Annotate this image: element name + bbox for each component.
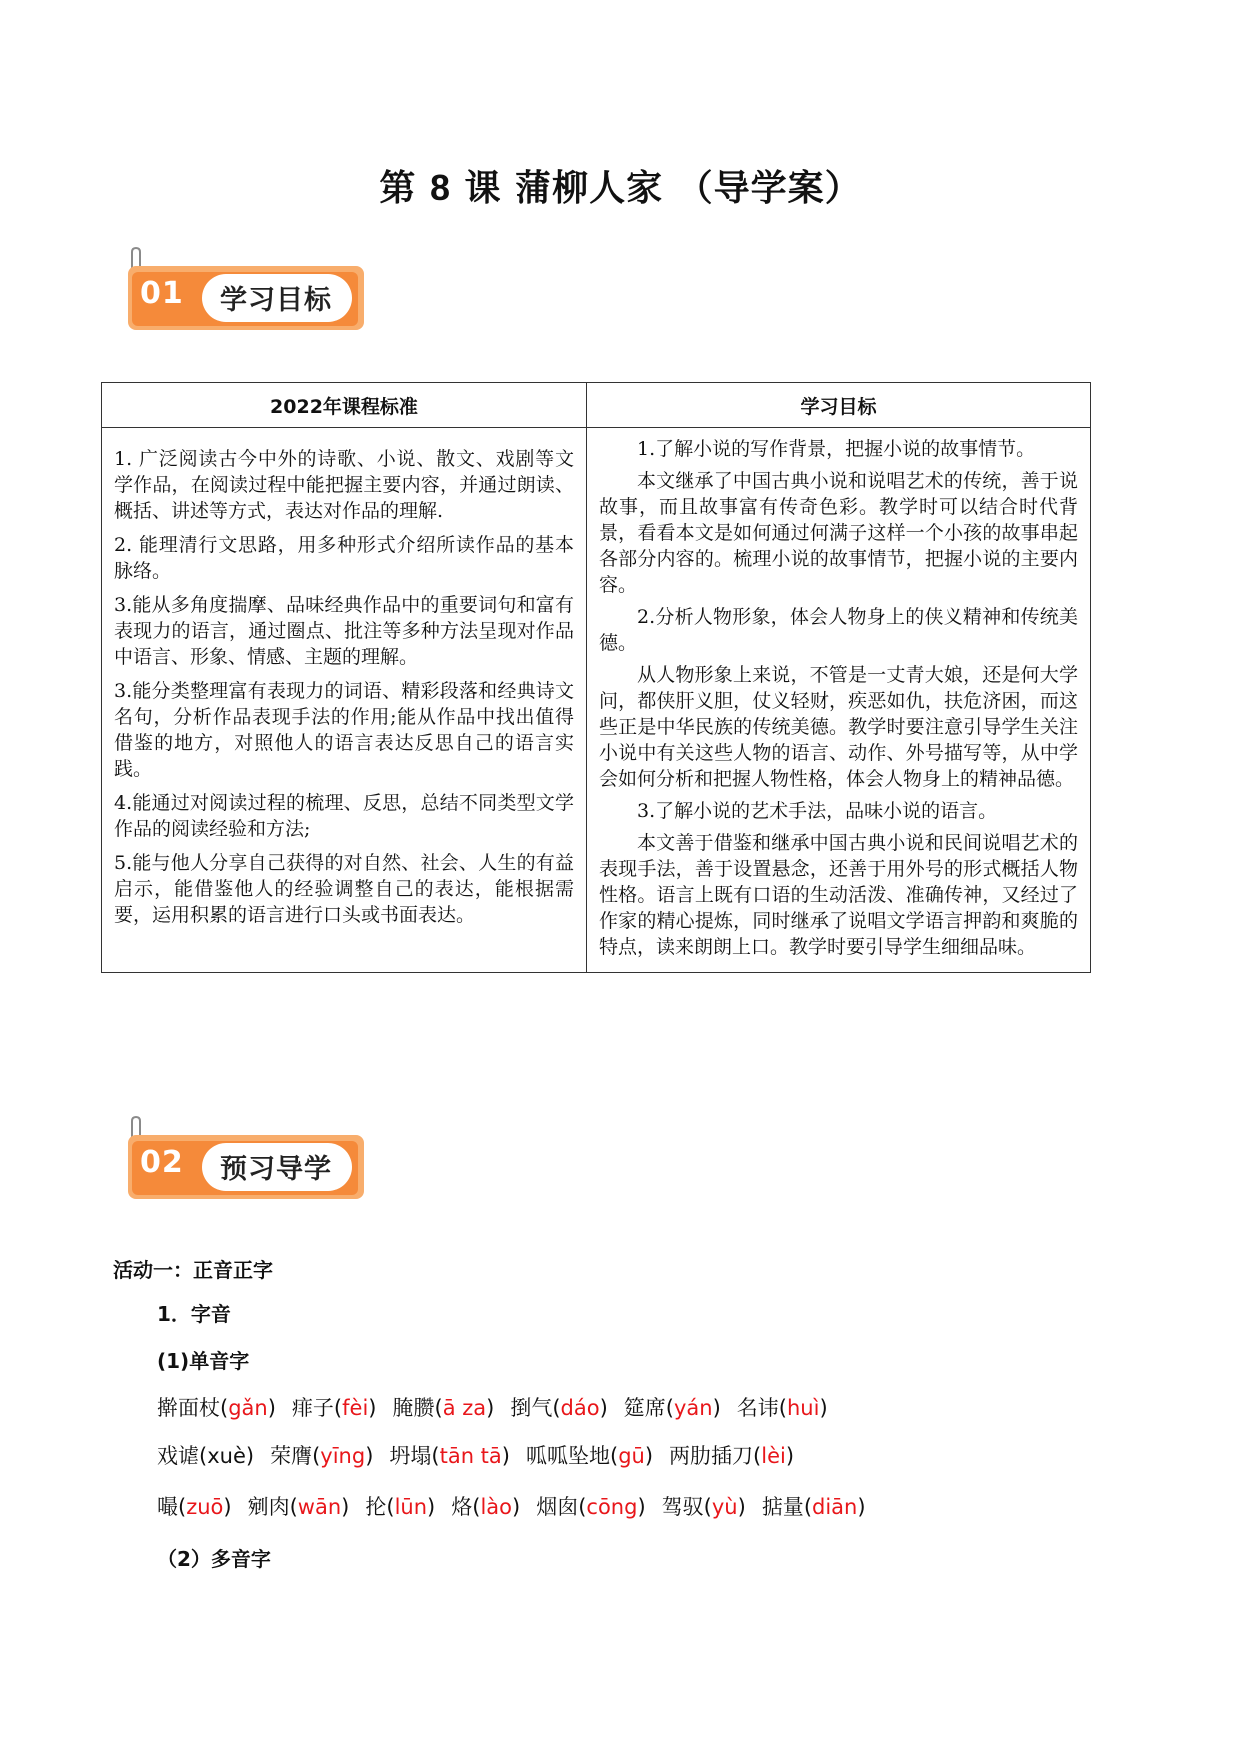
pinyin-word: 掂量(diān): [761, 1495, 866, 1519]
chinese-word: 烟囱: [536, 1495, 579, 1519]
objectives-cell: [587, 428, 1091, 973]
pinyin-text: tān tā: [439, 1444, 502, 1468]
section-number: 01: [140, 276, 184, 311]
table-row: [102, 428, 1091, 973]
pinyin-text: cōng: [586, 1495, 638, 1519]
activity-title: 活动一：正音正字: [113, 1258, 273, 1282]
standards-cell: [102, 428, 587, 973]
pinyin-word: 呱呱坠地(gū): [526, 1444, 654, 1468]
pinyin-word: 烟囱(cōng): [536, 1495, 646, 1519]
chinese-word: 筵席: [623, 1396, 666, 1420]
chinese-word: 嘬: [157, 1495, 178, 1519]
table-header-objectives: 学习目标: [587, 383, 1091, 428]
objective-detail: 本文继承了中国古典小说和说唱艺术的传统，善于说故事，而且故事富有传奇色彩。教学时可以结合时代背景，看看本文是如何通过何满子这样一个小孩的故事串起各部分内容的。梳理小说的故事情节，把握小说的主要内容。: [599, 470, 1078, 596]
section-number: 02: [140, 1145, 184, 1180]
standard-item: 3.能从多角度揣摩、品味经典作品中的重要词句和富有表现力的语言，通过圈点、批注等多种方法呈现对作品中语言、形象、情感、主题的理解。: [114, 594, 574, 668]
standard-item: 3.能分类整理富有表现力的词语、精彩段落和经典诗文名句，分析作品表现手法的作用;能从作品中找出值得借鉴的地方，对照他人的语言表达反思自己的语言实践。: [114, 680, 574, 780]
chinese-word: 痱子: [291, 1396, 334, 1420]
chinese-word: 抡: [365, 1495, 387, 1519]
pinyin-text: huì: [787, 1396, 820, 1420]
pinyin-line: [157, 1440, 794, 1470]
subsection-pronunciation: 1．字音: [157, 1302, 231, 1326]
pinyin-text: yīng: [320, 1444, 366, 1468]
section-badge-preview: [128, 1135, 368, 1199]
pinyin-word: 筵席(yán): [623, 1396, 721, 1420]
pinyin-text: lèi: [761, 1444, 786, 1468]
section-label: 预习导学: [220, 1154, 332, 1185]
pinyin-word: 戏谑(xuè): [157, 1444, 255, 1468]
pinyin-text: wān: [297, 1495, 342, 1519]
chinese-word: 两肋插刀: [669, 1444, 754, 1468]
pinyin-word: 名讳(huì): [736, 1396, 828, 1420]
standard-item: 2. 能理清行文思路，用多种形式介绍所读作品的基本脉络。: [114, 534, 574, 582]
chinese-word: 擀面杖: [157, 1396, 220, 1420]
objective-detail: 本文善于借鉴和继承中国古典小说和民间说唱艺术的表现手法，善于设置悬念，还善于用外号的形式概括人物性格。语言上既有口语的生动活泼、准确传神，又经过了作家的精心提炼，同时继承了说唱文学语言押韵和爽脆的特点，读来朗朗上口。教学时要引导学生细细品味。: [599, 832, 1078, 958]
objective-heading: 3.了解小说的艺术手法，品味小说的语言。: [637, 800, 998, 822]
subsection-polyphonic: （2）多音字: [157, 1547, 271, 1571]
pinyin-text: xuè: [207, 1444, 246, 1468]
pinyin-word: 烙(lào): [451, 1495, 521, 1519]
pinyin-text: yù: [711, 1495, 738, 1519]
section-label: 学习目标: [220, 285, 332, 316]
table-header-row: [102, 383, 1091, 428]
pinyin-text: gū: [618, 1444, 645, 1468]
pinyin-text: ā za: [442, 1396, 487, 1420]
chinese-word: 捯气: [510, 1396, 553, 1420]
chinese-word: 腌臜: [392, 1396, 435, 1420]
chinese-word: 坍塌: [389, 1444, 432, 1468]
chinese-word: 烙: [451, 1495, 473, 1519]
chinese-word: 呱呱坠地: [526, 1444, 610, 1468]
objective-heading: 1.了解小说的写作背景，把握小说的故事情节。: [637, 438, 1036, 460]
standard-item: 4.能通过对阅读过程的梳理、反思，总结不同类型文学作品的阅读经验和方法;: [114, 792, 574, 840]
pinyin-text: diān: [812, 1495, 858, 1519]
pinyin-word: 剜肉(wān): [247, 1495, 350, 1519]
pinyin-text: lūn: [394, 1495, 428, 1519]
pinyin-word: 荣膺(yīng): [270, 1444, 374, 1468]
chinese-word: 戏谑: [157, 1444, 199, 1468]
standard-item: 1. 广泛阅读古今中外的诗歌、小说、散文、戏剧等文学作品，在阅读过程中能把握主要内容，并通过朗读、概括、讲述等方式，表达对作品的理解.: [114, 448, 574, 522]
objective-heading: 2.分析人物形象，体会人物身上的侠义精神和传统美德。: [599, 606, 1078, 654]
objectives-table: [101, 382, 1091, 973]
objective-detail: 从人物形象上来说，不管是一丈青大娘，还是何大学问，都侠肝义胆，仗义轻财，疾恶如仇，扶危济困，而这些正是中华民族的传统美德。教学时要注意引导学生关注小说中有关这些人物的语言、动作、外号描写等，从中学会如何分析和把握人物性格，体会人物身上的精神品德。: [599, 664, 1078, 790]
chinese-word: 掂量: [761, 1495, 804, 1519]
pinyin-word: 驾驭(yù): [661, 1495, 746, 1519]
chinese-word: 名讳: [736, 1396, 779, 1420]
pinyin-text: yán: [673, 1396, 713, 1420]
chinese-word: 驾驭: [661, 1495, 704, 1519]
pinyin-text: lào: [480, 1495, 512, 1519]
pinyin-text: zuō: [186, 1495, 224, 1519]
chinese-word: 荣膺: [270, 1444, 313, 1468]
pinyin-word: 坍塌(tān tā): [389, 1444, 510, 1468]
pinyin-word: 腌臜(ā za): [392, 1396, 495, 1420]
chinese-word: 剜肉: [247, 1495, 290, 1519]
pinyin-line: [157, 1491, 866, 1521]
pinyin-word: 捯气(dáo): [510, 1396, 608, 1420]
section-badge-objectives: [128, 266, 368, 330]
page-title: 第 8 课 蒲柳人家 （导学案）: [379, 167, 862, 209]
pinyin-word: 擀面杖(gǎn): [157, 1396, 276, 1420]
pinyin-word: 痱子(fèi): [291, 1396, 377, 1420]
pinyin-text: gǎn: [228, 1396, 268, 1420]
pinyin-word: 两肋插刀(lèi): [669, 1444, 795, 1468]
pinyin-text: dáo: [560, 1396, 600, 1420]
table-header-standard: 2022年课程标准: [102, 383, 587, 428]
pinyin-word: 抡(lūn): [365, 1495, 436, 1519]
pinyin-word: 嘬(zuō): [157, 1495, 232, 1519]
pinyin-line: [157, 1392, 828, 1422]
pinyin-text: fèi: [342, 1396, 369, 1420]
standard-item: 5.能与他人分享自己获得的对自然、社会、人生的有益启示，能借鉴他人的经验调整自己的表达，能根据需要，运用积累的语言进行口头或书面表达。: [114, 852, 574, 926]
subsection-single-pronunciation: (1)单音字: [157, 1349, 250, 1373]
